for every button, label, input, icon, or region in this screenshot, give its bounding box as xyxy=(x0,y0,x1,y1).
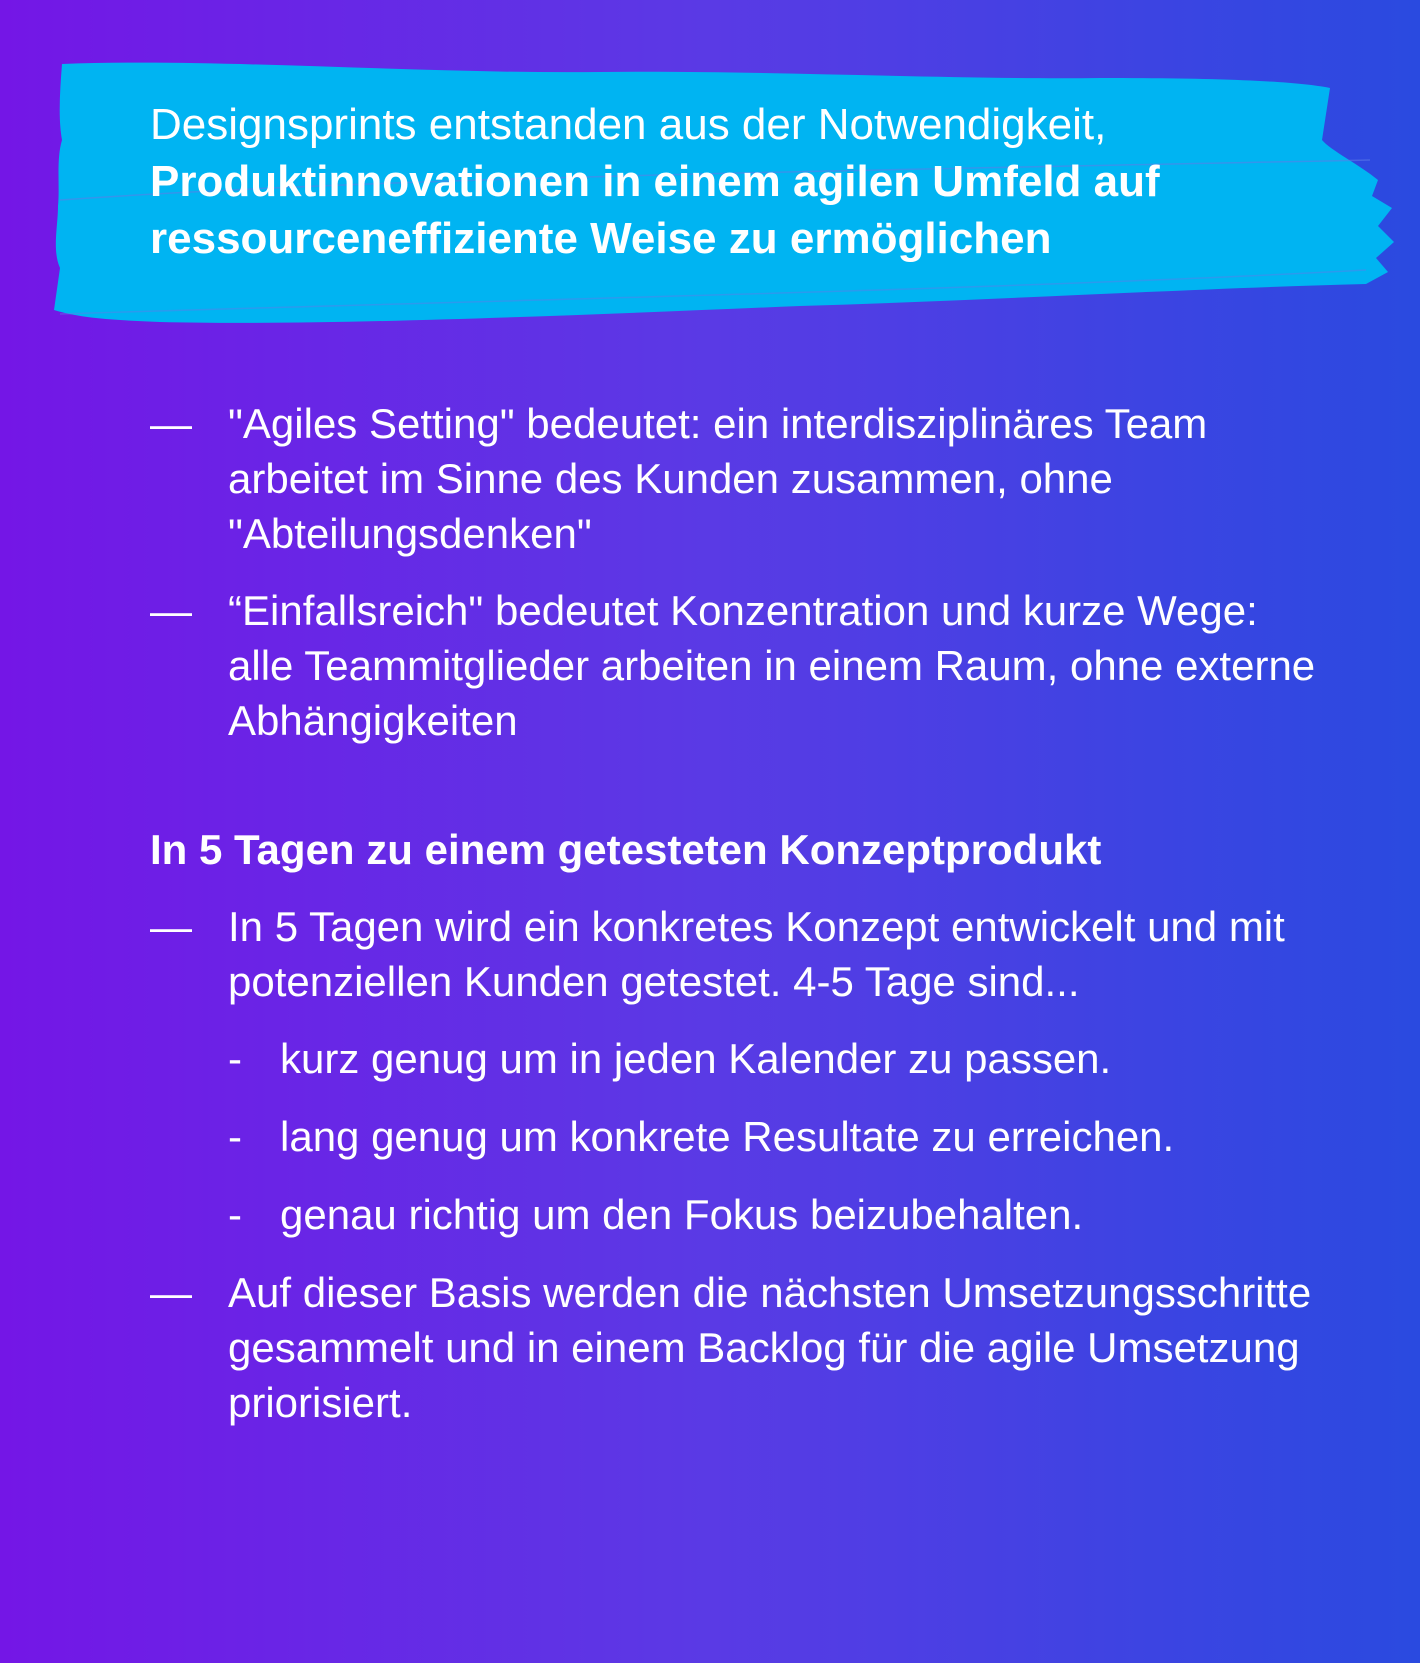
bullet-text: “Einfallsreich" bedeutet Konzentration und kurze Wege: alle Teammitglieder arbeiten in einem Raum, ohne externe Abhängigkeiten xyxy=(228,587,1316,744)
sub-list-text: kurz genug um in jeden Kalender zu passen. xyxy=(280,1035,1112,1082)
em-dash-bullet: — xyxy=(150,1269,192,1316)
bullet-item-agiles-setting xyxy=(150,396,1330,561)
sub-list-text: lang genug um konkrete Resultate zu erreichen. xyxy=(280,1113,1175,1160)
sub-list-item xyxy=(228,1109,1330,1164)
bullet-text: In 5 Tagen wird ein konkretes Konzept entwickelt und mit potenziellen Kunden getestet. 4-5 Tage sind... xyxy=(228,903,1285,1005)
em-dash-bullet: — xyxy=(150,400,192,447)
hyphen-bullet: - xyxy=(228,1191,242,1238)
bullet-text: Auf dieser Basis werden die nächsten Umsetzungsschritte gesammelt und in einem Backlog für die agile Umsetzung priorisiert. xyxy=(228,1269,1312,1426)
em-dash-bullet: — xyxy=(150,587,192,634)
section-title: In 5 Tagen zu einem getesteten Konzeptprodukt xyxy=(150,826,1102,873)
bullet-text: "Agiles Setting" bedeutet: ein interdisziplinäres Team arbeitet im Sinne des Kunden zusammen, ohne "Abteilungsdenken" xyxy=(228,400,1208,557)
sub-list-text: genau richtig um den Fokus beizubehalten. xyxy=(280,1191,1084,1238)
sub-list-item xyxy=(228,1031,1330,1086)
sub-list-item xyxy=(228,1187,1330,1242)
content xyxy=(150,396,1330,1452)
bullet-item-backlog xyxy=(150,1265,1330,1430)
sub-list xyxy=(150,1031,1330,1242)
em-dash-bullet: — xyxy=(150,903,192,950)
bullet-item-5-tagen xyxy=(150,899,1330,1009)
hyphen-bullet: - xyxy=(228,1113,242,1160)
headline-regular-text: Designsprints entstanden aus der Notwendigkeit, xyxy=(150,100,1107,149)
headline-bold-text: Produktinnovationen in einem agilen Umfeld auf ressourceneffiziente Weise zu ermöglichen xyxy=(150,157,1160,263)
headline xyxy=(150,96,1300,267)
bullet-item-einfallsreich xyxy=(150,583,1330,748)
hyphen-bullet: - xyxy=(228,1035,242,1082)
